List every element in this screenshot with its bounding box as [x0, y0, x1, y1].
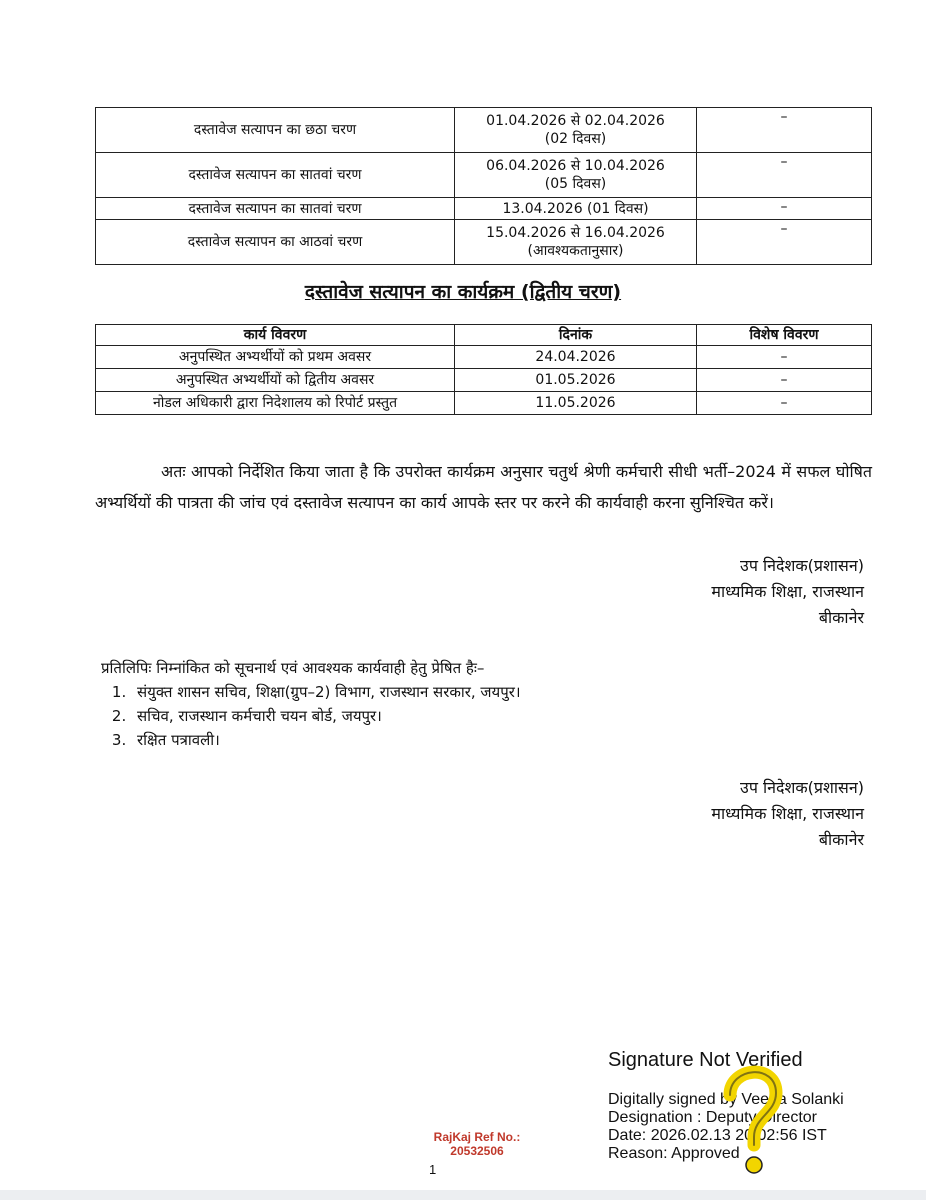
signature-date: Date: 2026.02.13 20:02:56 IST — [608, 1127, 827, 1144]
table-row — [96, 392, 872, 415]
page-number: 1 — [429, 1162, 437, 1177]
signature-reason: Reason: Approved — [608, 1145, 740, 1162]
digital-signature-box — [608, 1045, 908, 1163]
remark-cell: – — [697, 369, 872, 392]
date-cell — [455, 220, 697, 265]
date-cell — [455, 153, 697, 198]
table-row — [96, 108, 872, 153]
activity-cell: दस्तावेज सत्यापन का सातवां चरण — [96, 198, 455, 220]
date-cell: 11.05.2026 — [455, 392, 697, 415]
ref-label: RajKaj Ref No.: — [433, 1130, 521, 1144]
signatory-designation: उप निदेशक(प्रशासन) — [740, 778, 864, 797]
remark-cell: – — [697, 220, 872, 265]
remark-cell: – — [697, 346, 872, 369]
date-cell: 01.05.2026 — [455, 369, 697, 392]
signatory-department: माध्यमिक शिक्षा, राजस्थान — [711, 582, 864, 601]
date-cell: 24.04.2026 — [455, 346, 697, 369]
question-mark-dot — [746, 1157, 762, 1173]
table-row — [96, 369, 872, 392]
question-mark-stroke — [730, 1072, 776, 1145]
copy-intro: प्रतिलिपिः निम्नांकित को सूचनार्थ एवं आवश्यक कार्यवाही हेतु प्रेषित हैः– — [101, 659, 485, 677]
table-row — [96, 346, 872, 369]
table-row — [96, 220, 872, 265]
instruction-paragraph — [95, 456, 872, 518]
activity-cell: अनुपस्थित अभ्यर्थीयों को प्रथम अवसर — [96, 346, 455, 369]
activity-cell: दस्तावेज सत्यापन का आठवां चरण — [96, 220, 455, 265]
date-duration: (आवश्यकतानुसार) — [527, 243, 624, 259]
activity-cell: दस्तावेज सत्यापन का सातवां चरण — [96, 153, 455, 198]
signature-block — [711, 775, 864, 853]
column-header-remark: विशेष विवरण — [697, 325, 872, 346]
schedule-table-phase1 — [95, 107, 872, 265]
copy-to-section — [101, 656, 521, 752]
date-duration: (02 दिवस) — [544, 131, 607, 147]
activity-cell: नोडल अधिकारी द्वारा निदेशालय को रिपोर्ट प्रस्तुत — [96, 392, 455, 415]
remark-cell: – — [697, 153, 872, 198]
list-item: 2. सचिव, राजस्थान कर्मचारी चयन बोर्ड, जयपुर। — [131, 704, 521, 728]
date-range: 06.04.2026 से 10.04.2026 — [486, 158, 665, 174]
activity-cell: अनुपस्थित अभ्यर्थीयों को द्वितीय अवसर — [96, 369, 455, 392]
column-header-activity: कार्य विवरण — [96, 325, 455, 346]
date-range: 15.04.2026 से 16.04.2026 — [486, 225, 665, 241]
copy-list — [101, 680, 521, 752]
list-item: 3. रक्षित पत्रावली। — [131, 728, 521, 752]
signatory-location: बीकानेर — [818, 830, 864, 849]
signer-designation: Designation : Deputy Director — [608, 1109, 817, 1126]
table-row — [96, 153, 872, 198]
signed-by: Digitally signed by Veena Solanki — [608, 1091, 844, 1108]
date-cell — [455, 198, 697, 220]
date-range: 13.04.2026 (01 दिवस) — [502, 200, 649, 217]
activity-cell: दस्तावेज सत्यापन का छठा चरण — [96, 108, 455, 153]
signature-status: Signature Not Verified — [608, 1049, 803, 1071]
signatory-department: माध्यमिक शिक्षा, राजस्थान — [711, 804, 864, 823]
column-header-date: दिनांक — [455, 325, 697, 346]
section-heading: दस्तावेज सत्यापन का कार्यक्रम (द्वितीय चरण) — [304, 281, 622, 303]
schedule-table-phase2 — [95, 324, 872, 415]
table-row — [96, 198, 872, 220]
list-item: 1. संयुक्त शासन सचिव, शिक्षा(ग्रुप–2) विभाग, राजस्थान सरकार, जयपुर। — [131, 680, 521, 704]
page-bottom-band — [0, 1190, 926, 1200]
signatory-designation: उप निदेशक(प्रशासन) — [740, 556, 864, 575]
signatory-location: बीकानेर — [818, 608, 864, 627]
remark-cell: – — [697, 198, 872, 220]
date-cell — [455, 108, 697, 153]
signature-block — [711, 553, 864, 631]
date-duration: (05 दिवस) — [544, 176, 607, 192]
ref-number: 20532506 — [450, 1144, 504, 1158]
rajkaj-reference — [412, 1130, 542, 1158]
instruction-text: अतः आपको निर्देशित किया जाता है कि उपरोक्त कार्यक्रम अनुसार चतुर्थ श्रेणी कर्मचारी सीधी भर्ती–2024 में सफल घोषित अभ्यर्थियों की पात्रता की जांच एवं दस्तावेज सत्यापन का कार्य आपके स्तर पर करने की कार्यवाही करना सुनिश्चित करें। — [95, 462, 872, 512]
remark-cell: – — [697, 392, 872, 415]
date-range: 01.04.2026 से 02.04.2026 — [486, 113, 665, 129]
table-header-row — [96, 325, 872, 346]
question-mark-icon — [718, 1057, 788, 1177]
remark-cell: – — [697, 108, 872, 153]
